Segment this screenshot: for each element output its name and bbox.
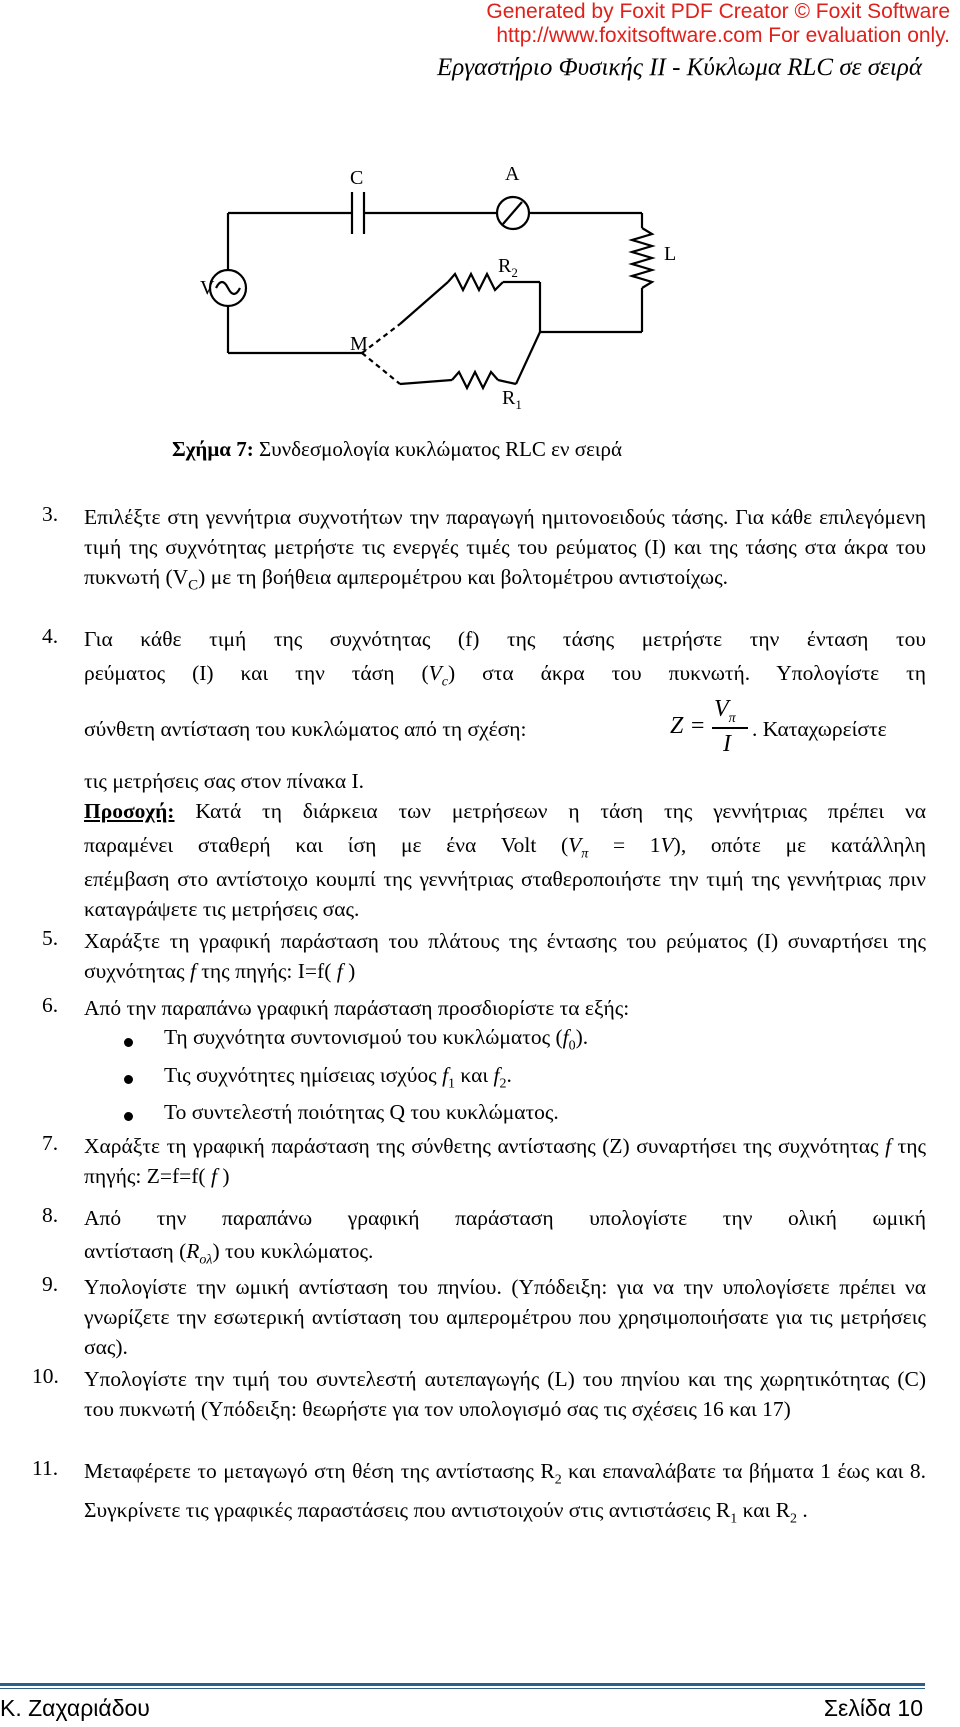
figure-caption-text: Συνδεσμολογία κυκλώματος RLC εν σειρά [253, 437, 623, 461]
label-v: V [200, 277, 215, 299]
item-5-number: 5. [42, 926, 59, 950]
item-6-text: Από την παραπάνω γραφική παράσταση προσδιορίστε τα εξής: [84, 996, 630, 1020]
bullet-3-text: Το συντελεστή ποιότητας Q του κυκλώματος. [164, 1100, 559, 1124]
footer-page-number: Σελίδα 10 [823, 1695, 923, 1721]
warning-line-1: Προσοχή: Κατά τη διάρκεια των μετρήσεων η τάση της γεννήτριας πρέπει να [84, 799, 926, 823]
resistor-r2-symbol [448, 274, 503, 290]
label-r1: $R_1$ [502, 387, 522, 412]
wire-r1-up [516, 332, 540, 384]
item-9-number: 9. [42, 1272, 59, 1296]
item-5-text: Χαράξτε τη γραφική παράσταση του πλάτους της έντασης του ρεύματος (Ι) συναρτήσει της συχνότητας f της πηγής: Ι=f( f ) [84, 929, 926, 983]
item-8-number: 8. [42, 1203, 59, 1227]
item-3-number: 3. [42, 502, 59, 526]
formula-numerator: $V_\pi$ [714, 696, 736, 726]
item-4-line-4: τις μετρήσεις σας στον πίνακα Ι. [84, 769, 365, 793]
item-3-text: Επιλέξτε στη γεννήτρια συχνοτήτων την παραγωγή ημιτονοειδούς τάσης. Για κάθε επιλεγόμενη τιμή της συχνότητας μετρήστε τις ενεργές τιμές του ρεύματος (Ι) και της τάσης στα άκρα του πυκνωτή $(V_C)$ με τη βοήθεια αμπερομέτρου και βολτομέτρου αντιστοίχως. [84, 505, 926, 594]
bullet-1-text: Τη συχνότητα συντονισμού του κυκλώματος $(f_0)$. [164, 1025, 589, 1054]
label-c: C [350, 167, 364, 189]
watermark-line-2: http://www.foxitsoftware.com For evaluation only. [496, 24, 950, 47]
bullet-2-dot [124, 1075, 133, 1084]
footer-author: Κ. Ζαχαριάδου [0, 1695, 150, 1721]
footer-rule-thin [0, 1688, 925, 1689]
label-l: L [664, 243, 677, 265]
item-4-number: 4. [42, 624, 59, 648]
label-m: M [350, 333, 368, 355]
footer-rule-thick [0, 1683, 925, 1686]
bullet-1-dot [124, 1038, 133, 1047]
ac-sine-icon [216, 282, 240, 294]
label-a: A [505, 163, 520, 185]
bullet-2-text: Τις συχνότητες ημίσειας ισχύος $f_1$ και $f_2$. [164, 1063, 512, 1092]
item-7-text: Χαράξτε τη γραφική παράσταση της σύνθετης αντίστασης (Ζ) συναρτήσει της συχνότητας f της πηγής: Ζ=f=f( f ) [84, 1134, 926, 1188]
item-4-line-3a: σύνθετη αντίσταση του κυκλώματος από τη σχέση: [84, 717, 527, 741]
label-r2: $R_2$ [498, 255, 518, 280]
item-4-line-1: Για κάθε τιμή της συχνότητας (f) της τάσης μετρήστε την ένταση του [84, 627, 926, 651]
item-11-number: 11. [32, 1456, 59, 1480]
ammeter-needle [503, 202, 522, 224]
item-8-line-2: αντίσταση $(R_{o\lambda})$ του κυκλώματος. [84, 1239, 374, 1268]
item-7-number: 7. [42, 1131, 59, 1155]
item-4-line-3b: . Καταχωρείστε [752, 717, 887, 741]
watermark-line-1: Generated by Foxit PDF Creator © Foxit Software [486, 0, 950, 23]
running-head: Εργαστήριο Φυσικής ΙΙ - Κύκλωμα RLC σε σειρά [437, 54, 922, 81]
item-10-number: 10. [32, 1364, 59, 1388]
resistor-r1-symbol [452, 372, 498, 388]
warning-label: Προσοχή: [84, 799, 175, 823]
item-6-number: 6. [42, 993, 59, 1017]
item-4-line-2: ρεύματος (Ι) και την τάση $(V_c)$ στα άκρα του πυκνωτή. Υπολογίστε τη [84, 661, 926, 690]
formula-z: Z = [670, 713, 706, 739]
bullet-3-dot [124, 1112, 133, 1121]
figure-caption-label: Σχήμα 7: [172, 437, 254, 461]
switch-arm-lower [362, 353, 400, 384]
rlc-circuit-diagram [200, 158, 700, 420]
warning-line-3: επέμβαση στο αντίστοιχο κουμπί της γεννήτριας σταθεροποιήστε την τιμή της γεννήτριας πριν καταγράψετε τις μετρήσεις σας. [84, 867, 926, 921]
item-9-text: Υπολογίστε την ωμική αντίσταση του πηνίου. (Υπόδειξη: για να την υπολογίσετε πρέπει να γνωρίζετε την εσωτερική αντίσταση του αμπερομέτρου που χρησιμοποιήσατε για τις μετρήσεις σας). [84, 1275, 926, 1359]
wire-r2-left [400, 282, 448, 324]
formula-denominator: I [723, 731, 731, 757]
pdf-watermark [486, 0, 950, 48]
warning-line-2: παραμένει σταθερή και ίση με ένα Volt $(V_\pi = 1V)$, οπότε με κατάλληλη [84, 833, 926, 862]
item-11-text: Μεταφέρετε το μεταγωγό στη θέση της αντίστασης $R_2$ και επαναλάβατε τα βήματα 1 έως και 8. Συγκρίνετε τις γραφικές παραστάσεις που αντιστοιχούν στις αντιστάσεις $R_1$ και $R_2$ . [84, 1459, 926, 1527]
item-8-line-1: Από την παραπάνω γραφική παράσταση υπολογίστε την ολική ωμική [84, 1206, 926, 1230]
wire-r1-left [400, 380, 452, 384]
inductor-symbol [632, 228, 652, 288]
figure-caption [172, 437, 622, 462]
wire-r1-right [498, 380, 516, 384]
item-10-text: Υπολογίστε την τιμή του συντελεστή αυτεπαγωγής (L) του πηνίου και της χωρητικότητας (C) του πυκνωτή (Υπόδειξη: θεωρήστε για τον υπολογισμό σας τις σχέσεις 16 και 17) [84, 1367, 926, 1421]
formula-fraction-bar [712, 727, 748, 729]
